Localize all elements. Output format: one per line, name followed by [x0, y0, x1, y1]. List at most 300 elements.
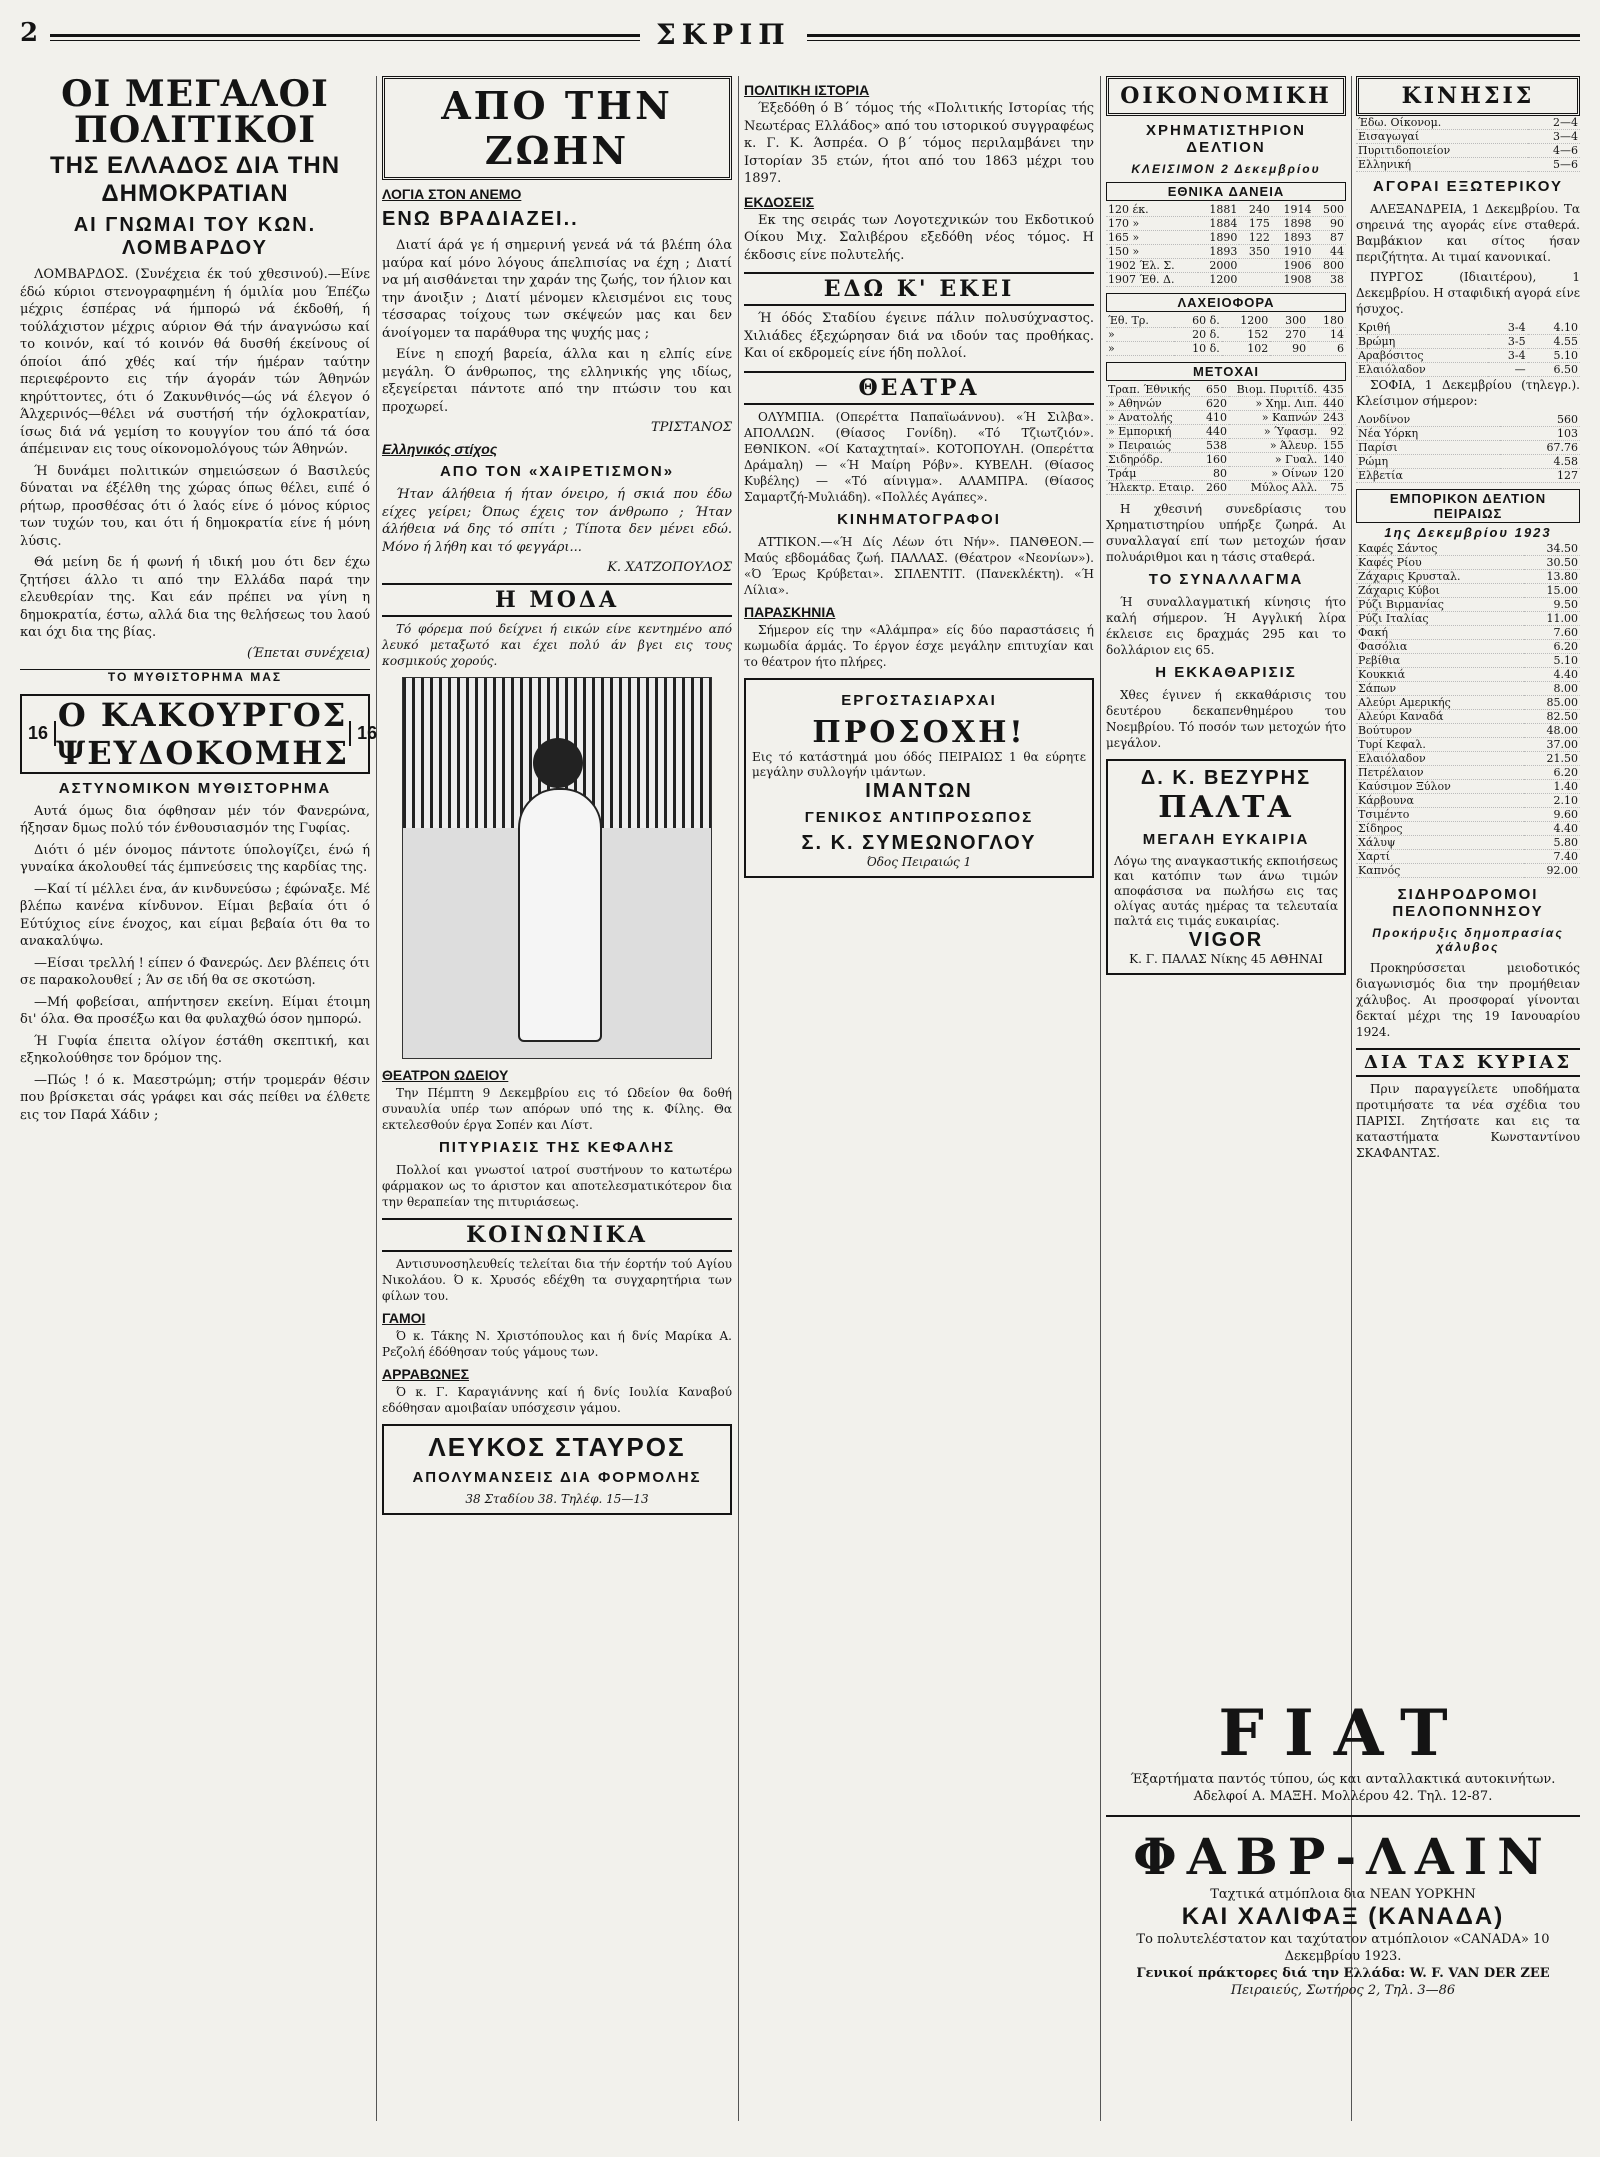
table-cell: 160	[1202, 453, 1229, 467]
ad-address: 38 Σταδίου 38. Τηλέφ. 15—13	[465, 1492, 649, 1506]
rail-ad-text: Προκηρύσσεται μειοδοτικός διαγωνισμός δια την προμήθειαν χάλυβος. Αι προσφοραί γίνονται δεκταί μέχρι της 19 Ιανουαρίου 1924.	[1356, 961, 1580, 1039]
kicker: ΠΟΛΙΤΙΚΗ ΙΣΤΟΡΙΑ	[744, 82, 870, 98]
serial-title: Ο ΚΑΚΟΥΡΓΟΣ ΨΕΥΔΟΚΟΜΗΣ	[56, 695, 350, 772]
lottery-row	[1106, 314, 1346, 328]
index-row	[1356, 116, 1580, 130]
share-row	[1106, 481, 1346, 495]
table-cell: Ζάχαρις Κύβοι	[1356, 584, 1524, 598]
theatre-text: Την Πέμπτη 9 Δεκεμβρίου εις τό Ωδείον θα δοθή συναυλία υπέρ των απόρων υπό της κ. Φίλης. Θα εκτελεσθούν έργα Σοπέν και Λίστ.	[382, 1086, 732, 1132]
fiat-text: Έξαρτήματα παντός τύπου, ώς και ανταλλακτικά αυτοκινήτων. Αδελφοί Α. ΜΑΞΗ. Μολλέρου 42. Τηλ. 12-87.	[1130, 1772, 1556, 1804]
serial-tag: ΤΟ ΜΥΘΙΣΤΟΡΗΜΑ ΜΑΣ	[20, 669, 370, 684]
column-news	[744, 76, 1094, 2121]
table-cell: Αλεύρι Αμερικής	[1356, 696, 1524, 710]
goods-row	[1356, 836, 1580, 850]
cinema-text: ΑΤΤΙΚΟΝ.—«Ή Δίς Λέων ότι Νήν». ΠΑΝΘΕΟΝ.—Μαύς εβδομάδας ζωή. ΠΑΛΛΑΣ. (Θέατρον «Νεονίων»). «Ό Έρως Κρύβεται». ΣΠΛΕΝΤΙΤ. (Πανεκλέκτη). «Ή Λίλια».	[744, 534, 1094, 597]
shipping-route: ΚΑΙ ΧΑΛΙΦΑΞ (ΚΑΝΑΔΑ)	[1181, 1903, 1505, 1930]
ad-name: ΛΕΥΚΟΣ ΣΤΑΥΡΟΣ	[428, 1432, 686, 1462]
illustration-head	[533, 738, 583, 788]
serial-title-box	[20, 694, 378, 774]
table-cell: Σιδηρόδρ.	[1106, 453, 1202, 467]
table-cell: 90	[1313, 217, 1346, 231]
ad-text: Εις τό κατάστημά μου όδός ΠΕΙΡΑΙΩΣ 1 θα εύρητε μεγάλην συλλογήν ιμάντων.	[752, 749, 1086, 779]
loan-row	[1106, 245, 1346, 259]
rate-row	[1356, 413, 1580, 427]
goods-row	[1356, 612, 1580, 626]
cinema-heading: ΚΙΝΗΜΑΤΟΓΡΑΦΟΙ	[837, 510, 1001, 528]
table-cell: 2—4	[1528, 116, 1580, 130]
loans-table	[1106, 203, 1346, 287]
table-cell: Ρύζι Βιρμανίας	[1356, 598, 1524, 612]
table-cell: 5.80	[1524, 836, 1580, 850]
theatre-kicker: ΘΕΑΤΡΟΝ ΩΔΕΙΟΥ	[382, 1067, 509, 1083]
goods-row	[1356, 850, 1580, 864]
table-cell: Ήλεκτρ. Εταιρ.	[1106, 481, 1202, 495]
table-cell: Βούτυρον	[1356, 724, 1524, 738]
rail-ad-title: ΣΙΔΗΡΟΔΡΟΜΟΙ ΠΕΛΟΠΟΝΝΗΣΟΥ	[1392, 886, 1544, 920]
table-cell: 155	[1319, 439, 1346, 453]
table-cell: 152	[1222, 328, 1270, 342]
table-cell: 122	[1239, 231, 1271, 245]
column-divider	[1100, 76, 1101, 2121]
table-cell: Εισαγωγαί	[1356, 130, 1528, 144]
table-cell: 7.60	[1524, 626, 1580, 640]
goods-row	[1356, 780, 1580, 794]
table-cell: 34.50	[1524, 542, 1580, 556]
serial-paragraph: Ή Γυφία έπειτα ολίγον έστάθη σκεπτική, και εξηκολούθησε τον δρόμον της.	[20, 1033, 370, 1066]
article-paragraph: Διατί άρά γε ή σημερινή γενεά νά τά βλέπη όλα μαύρα καί μόνο λόγους άπελπισίας να έχη ; Διατί να μή αισθάνεται την χαράν της ζωής, τον ήλιον και την άνοιξιν ; Διατί μένομεν κλεισμένοι εις τους τέσσαρας τοίχους των σκέψεών μας και δεν άνοίγομεν τα παράθυρα της ψυχής μας ;	[382, 238, 732, 341]
table-cell: 1908	[1272, 273, 1314, 287]
table-cell: 4.10	[1528, 321, 1580, 335]
table-cell: Τυρί Κεφαλ.	[1356, 738, 1524, 752]
table-cell: 102	[1222, 342, 1270, 356]
serial-subtitle: ΑΣΤΥΝΟΜΙΚΟΝ ΜΥΘΙΣΤΟΡΗΜΑ	[58, 779, 332, 797]
column-divider	[738, 76, 739, 2121]
rates-table	[1356, 413, 1580, 483]
table-cell: 2.10	[1524, 794, 1580, 808]
table-cell: 4.55	[1528, 335, 1580, 349]
subheadline: ΕΝΩ ΒΡΑΔΙΑΖΕΙ..	[382, 208, 579, 230]
index-row	[1356, 158, 1580, 172]
table-cell: » Εμπορική	[1106, 425, 1202, 439]
table-cell: Φακή	[1356, 626, 1524, 640]
ad-kicker: ΕΡΓΟΣΤΑΣΙΑΡΧΑΙ	[841, 691, 997, 709]
table-cell: 11.00	[1524, 612, 1580, 626]
publications-text: Εκ της σειράς των Λογοτεχνικών του Εκδοτικού Οίκου Μιχ. Σαλιβέρου εξεδόθη νέος τόμος. Η έκδοσις είνε πολυτελής.	[744, 212, 1094, 263]
table-cell: 1.40	[1524, 780, 1580, 794]
table-cell: 85.00	[1524, 696, 1580, 710]
social-text: Αντισυνοσηλευθείς τελείται δια τήν έορτήν τού Αγίου Νικολάου. Ό κ. Χρυσός εδέχθη τα συγχαρητήρια των φίλων του.	[382, 1257, 732, 1303]
table-cell: 440	[1319, 397, 1346, 411]
ad-brand: VIGOR	[1188, 929, 1264, 951]
table-cell: 48.00	[1524, 724, 1580, 738]
ad-product: ΙΜΑΝΤΩΝ	[865, 779, 973, 802]
lottery-row	[1106, 328, 1346, 342]
publications-heading: ΕΚΔΟΣΕΙΣ	[744, 193, 815, 210]
table-cell: 44	[1313, 245, 1346, 259]
share-row	[1106, 467, 1346, 481]
table-cell: Ρύζι Ιταλίας	[1356, 612, 1524, 626]
goods-row	[1356, 710, 1580, 724]
ad-title: ΠΡΟΣΟΧΗ!	[812, 714, 1026, 750]
goods-row	[1356, 640, 1580, 654]
table-cell: Αλεύρι Καναδά	[1356, 710, 1524, 724]
table-cell: 4.58	[1500, 455, 1580, 469]
table-cell: 620	[1202, 397, 1229, 411]
table-cell: 4.40	[1524, 668, 1580, 682]
table-cell: Αραβόσιτος	[1356, 349, 1488, 363]
article-paragraph: Είνε η εποχή βαρεία, άλλα και η ελπίς είνε μεγάλη. Ό άνθρωπος, της ελληνικής γης ιδίως, εξεγείρεται πάντοτε από την πτώσιν του και προχωρεί.	[382, 347, 732, 415]
ad-title: ΠΙΤΥΡΙΑΣΙΣ ΤΗΣ ΚΕΦΑΛΗΣ	[438, 1139, 676, 1156]
goods-row	[1356, 766, 1580, 780]
bulletin-title: ΧΡΗΜΑΤΙΣΤΗΡΙΟΝ ΔΕΛΤΙΟΝ	[1146, 122, 1306, 156]
table-cell: 20 δ.	[1174, 328, 1222, 342]
goods-row	[1356, 794, 1580, 808]
table-cell	[1239, 273, 1271, 287]
table-cell: —	[1488, 363, 1528, 377]
table-cell: 14	[1308, 328, 1346, 342]
price-row	[1356, 335, 1580, 349]
table-cell: 92	[1319, 425, 1346, 439]
ad-text: Λόγω της αναγκαστικής εκποιήσεως και κατόπιν των άνω τιμών αποφάσισα να πωλήσω εις τας ολίγας αυτάς ημέρας τα τελευταία παλτά εις τιμάς ευκαιρίας.	[1114, 854, 1338, 928]
table-cell: 67.76	[1500, 441, 1580, 455]
table-cell: 1902 Έλ. Σ.	[1106, 259, 1198, 273]
loan-row	[1106, 259, 1346, 273]
share-row	[1106, 439, 1346, 453]
table-cell: 500	[1313, 203, 1346, 217]
loan-row	[1106, 231, 1346, 245]
economy-title	[1106, 76, 1346, 116]
table-cell: 435	[1319, 383, 1346, 397]
ad-text: Πολλοί και γνωστοί ιατροί συστήνουν το κατωτέρω φάρμακον ως το άριστον και αποτελεσματικότερον δια την θεραπείαν της πιτυριάσεως.	[382, 1163, 732, 1209]
table-cell: Μύλος Αλλ.	[1229, 481, 1319, 495]
table-cell: 9.60	[1524, 808, 1580, 822]
goods-row	[1356, 556, 1580, 570]
exchange-text: Ή συναλλαγματική κίνησις ήτο καλή σήμερον. Ή Αγγλική λίρα έκλεισε εις δραχμάς 295 και το δολλάριον εις 65.	[1106, 595, 1346, 657]
backstage-text: Σήμερον είς την «Αλάμπρα» είς δύο παραστάσεις ή κωμωδία άρμάς. Το έργον έσχε μεγάλην επιτυχίαν και το θέατρον ήτο πλήρες.	[744, 622, 1094, 669]
masthead	[20, 14, 1580, 74]
table-cell: Λονδίνον	[1356, 413, 1500, 427]
table-cell: 140	[1319, 453, 1346, 467]
social-heading: ΚΟΙΝΩΝΙΚΑ	[382, 1218, 732, 1252]
table-cell: 8.00	[1524, 682, 1580, 696]
prices-table	[1356, 321, 1580, 377]
here-and-there-heading: ΕΔΩ Κ' ΕΚΕΙ	[744, 272, 1094, 306]
table-cell: 300	[1270, 314, 1308, 328]
article-paragraph: ΛΟΜΒΑΡΔΟΣ. (Συνέχεια έκ τού χθεσινού).—Είνε έδώ κύριοι στενογραφημένη ή όμιλία μου Έπέζω μέχρις έσπέρας νά ήμπορώ νά έκδοθή, ή τούλάχιστον μέχρις αύριον Θά τήν άναγνώσω καί το κοινόν, καί τό κοινόν θά δυσθή έκείνους οί όποίοι άπό χθές καί τήν ήμέραν ταύτην περιεφέροντο εις τήν άγοράν τών Άθηνών κηρύττοντες, ότι ό Ζακυνθινός—ώς νά έλεγον ό Άλχερινός—θέλει νά συστήσή τήν όχλοκρατίαν, ίσως διά νά γεμίση το κουγγίον του άπό τά όσα άπέμειναν εις τους οίκονομολόγους τών Άθηνών.	[20, 267, 370, 457]
table-cell: Τραπ. Έθνικής	[1106, 383, 1202, 397]
serial-paragraph: Αυτά όμως δια όφθησαν μέν τόν Φανερώνα, ήξησαν δμως πολύ τόν ένθουσιασμόν της Γυφίας.	[20, 803, 370, 836]
weddings-heading: ΓΑΜΟΙ	[382, 1310, 426, 1326]
goods-row	[1356, 682, 1580, 696]
table-cell: » Άλευρ.	[1229, 439, 1319, 453]
table-cell: 6.50	[1528, 363, 1580, 377]
table-cell: » Αθηνών	[1106, 397, 1202, 411]
serial-number: 16	[22, 721, 56, 746]
table-cell: Καπνός	[1356, 864, 1524, 878]
shipping-agent: Γενικοί πράκτορες διά την Ελλάδα: W. F. VAN DER ZEE	[1136, 1966, 1550, 1981]
share-row	[1106, 397, 1346, 411]
table-cell: Ρεβίθια	[1356, 654, 1524, 668]
table-cell: 120	[1319, 467, 1346, 481]
table-cell: » Γυαλ.	[1229, 453, 1319, 467]
exchange-heading: ΤΟ ΣΥΝΑΛΛΑΓΜΑ	[1148, 571, 1304, 588]
goods-row	[1356, 696, 1580, 710]
table-cell: 1881	[1198, 203, 1240, 217]
fashion-title: Η ΜΟΔΑ	[382, 583, 732, 617]
table-cell: Κάρβουνα	[1356, 794, 1524, 808]
index-table	[1356, 116, 1580, 172]
table-cell: 170 »	[1106, 217, 1198, 231]
engagements-heading: ΑΡΡΑΒΩΝΕΣ	[382, 1366, 470, 1382]
index-row	[1356, 144, 1580, 158]
goods-row	[1356, 654, 1580, 668]
table-cell: Κριθή	[1356, 321, 1488, 335]
closing-date: ΚΛΕΙΣΙΜΟΝ 2 Δεκεμβρίου	[1131, 162, 1321, 176]
ad-name: Σ. Κ. ΣΥΜΕΩΝΟΓΛΟΥ	[801, 831, 1037, 854]
table-cell: Παρίσι	[1356, 441, 1500, 455]
table-cell: Ελαιόλαδον	[1356, 363, 1488, 377]
rate-row	[1356, 427, 1580, 441]
table-cell: Καφές Σάντος	[1356, 542, 1524, 556]
lottery-row	[1106, 342, 1346, 356]
headline-subtitle: ΑΙ ΓΝΩΜΑΙ ΤΟΥ ΚΩΝ. ΛΟΜΒΑΡΔΟΥ	[73, 214, 317, 259]
masthead-rule	[50, 34, 1580, 41]
shipping-agent-address: Πειραιεύς, Σωτήρος 2, Τηλ. 3—86	[1230, 1983, 1456, 1998]
goods-row	[1356, 724, 1580, 738]
table-cell: 3-4	[1488, 349, 1528, 363]
table-cell: 30.50	[1524, 556, 1580, 570]
table-cell: 9.50	[1524, 598, 1580, 612]
table-cell: 75	[1319, 481, 1346, 495]
theatres-text: ΟΛΥΜΠΙΑ. (Οπερέττα Παπαϊωάννου). «Ή Σιλβα». ΑΠΟΛΛΩΝ. (Θίασος Γονίδη). «Τό Τζιωτζιόν». ΕΘΝΙΚΟΝ. «Οί Καταχτηταί». ΚΟΤΟΠΟΥΛΗ. (Οπερέττα Δράμαλη) — «Ή Μαίρη Ρόβν». ΚΥΒΕΛΗ. (Θίασος Κυβέλης) — «Τό αίνιγμα». ΑΛΑΜΠΡΑ. (Θίασος Σαμαρτζή-Μυλιάδη). «Πολλές Αγάπες».	[744, 409, 1094, 504]
economy-title-right: ΚΙΝΗΣΙΣ	[1356, 76, 1580, 116]
coat-advertisement	[1106, 759, 1346, 975]
table-cell: 37.00	[1524, 738, 1580, 752]
advertisement	[744, 678, 1094, 878]
fiat-logo: FIAT	[1218, 1696, 1468, 1771]
table-cell: 1898	[1272, 217, 1314, 231]
table-cell: 1890	[1198, 231, 1240, 245]
newspaper-page	[20, 14, 1580, 2124]
engagements-text: Ό κ. Γ. Καραγιάννης καί ή δνίς Ιουλία Καναβού εδόθησαν αμοιβαίαν υπόσχεσιν γάμου.	[382, 1385, 732, 1415]
clearing-text: Χθες έγινεν ή εκκαθάρισις του δευτέρου δεκαπενθημέρου του Νοεμβρίου. Τό ποσόν των μετοχών ήτο μεγάλον.	[1106, 688, 1346, 750]
table-cell: 2000	[1198, 259, 1240, 273]
table-cell: Ελβετία	[1356, 469, 1500, 483]
table-cell: 5.10	[1524, 654, 1580, 668]
table-cell: 240	[1239, 203, 1271, 217]
article-paragraph: Ή δυνάμει πολιτικών σημειώσεων ό Βασιλεύς δύναται να έξέλθη της χώρας όπως θέλει, ειπέ ό ρήτωρ, προσθέσας ότι ό λαός είνε ό μόνος κύριος των τυχών του, και ότι ή δημοκρατία είνε ή μόνη λύσις.	[20, 463, 370, 549]
table-cell: » Καπνών	[1229, 411, 1319, 425]
table-cell: 80	[1202, 467, 1229, 481]
poem-title: ΑΠΟ ΤΟΝ «ΧΑΙΡΕΤΙΣΜΟΝ»	[439, 463, 675, 480]
table-cell: 1884	[1198, 217, 1240, 231]
table-cell: 60 δ.	[1174, 314, 1222, 328]
ladies-text: Πριν παραγγείλετε υποδήματα προτιμήσατε τα νέα σχέδια του ΠΑΡΙΣΙ. Ζητήσατε και εις τα καταστήματα Κωνσταντίνου ΣΚΑΦΑΝΤΑΣ.	[1356, 1082, 1580, 1160]
goods-row	[1356, 808, 1580, 822]
price-row	[1356, 363, 1580, 377]
shipping-text: Το πολυτελέστατον και ταχύτατον ατμόπλοιον «CANADA» 10 Δεκεμβρίου 1923.	[1136, 1932, 1550, 1964]
table-cell: Ζάχαρις Κρυσταλ.	[1356, 570, 1524, 584]
table-cell: Ελαιόλαδον	[1356, 752, 1524, 766]
table-cell: 92.00	[1524, 864, 1580, 878]
shares-table	[1106, 383, 1346, 495]
table-cell: Πετρέλαιον	[1356, 766, 1524, 780]
table-cell: Έδω. Οίκονομ.	[1356, 116, 1528, 130]
table-cell: Χαρτί	[1356, 850, 1524, 864]
share-row	[1106, 411, 1346, 425]
goods-row	[1356, 570, 1580, 584]
table-cell: 1893	[1272, 231, 1314, 245]
table-cell: Τράμ	[1106, 467, 1202, 481]
ladies-title: ΔΙΑ ΤΑΣ ΚΥΡΙΑΣ	[1356, 1048, 1580, 1077]
table-cell: 1910	[1272, 245, 1314, 259]
table-cell: Έθ. Τρ.	[1106, 314, 1174, 328]
goods-row	[1356, 584, 1580, 598]
rate-row	[1356, 441, 1580, 455]
poem-text: Ήταν άλήθεια ή ήταν όνειρο, ή σκιά που έδω είχες γείρει; Όπως έχεις τον άνθρωπο ; Ήταν άλήθεια νά δης τό σπίτι ; Τίποτα δεν μένει εδώ. Μόνο ή λήθη και τό φεγγάρι...	[382, 487, 732, 555]
here-and-there-text: Ή όδός Σταδίου έγεινε πάλιν πολυσύχναστος. Χιλιάδες έξεχώρησαν διά να ιδούν τας προθήκας. Και οί εκδρομείς είνε ήδη πολλοί.	[744, 311, 1094, 361]
table-cell: Νέα Υόρκη	[1356, 427, 1500, 441]
table-cell: 4.40	[1524, 822, 1580, 836]
author: ΤΡΙΣΤΑΝΟΣ	[650, 420, 732, 435]
kicker: ΛΟΓΙΑ ΣΤΟΝ ΑΝΕΜΟ	[382, 186, 522, 202]
column-politics	[20, 73, 378, 2121]
footer-advertisement	[382, 1424, 732, 1515]
share-row	[1106, 383, 1346, 397]
serial-paragraph: —Καί τί μέλλει ένα, άν κινδυνεύσω ; έφώναξε. Μέ βλέπω κανένα κίνδυνον. Είμαι βεβαία ότι ό Εύτύχιος είνε ένοχος, και είμαι βεβαία ότι θα το ανακαλύψω.	[20, 881, 370, 949]
serial-paragraph: —Μή φοβείσαι, απήντησεν εκείνη. Είμαι έτοιμη δι' όλα. Θα προσέξω και θα φυλαχθώ όσον ημπορώ.	[20, 994, 370, 1027]
table-cell: 6.20	[1524, 640, 1580, 654]
table-cell: 6	[1308, 342, 1346, 356]
rate-row	[1356, 469, 1580, 483]
column-divider	[376, 76, 377, 2121]
price-row	[1356, 349, 1580, 363]
headline: ΟΙ ΜΕΓΑΛΟΙ ΠΟΛΙΤΙΚΟΙ	[61, 73, 329, 151]
article-paragraph: Έξεδόθη ό Β΄ τόμος τής «Πολιτικής Ιστορίας τής Νεωτέρας Ελλάδος» από του ιστορικού συγγραφέως κ. Γ. Κ. Άσπρέα. Ο β΄ τόμος περιλαμβάνει την Ιστορίαν 35 ετών, ήτοι από του 1863 μέχρι του 1897.	[744, 101, 1094, 186]
lottery-heading: ΛΑΧΕΙΟΦΟΡΑ	[1106, 293, 1346, 312]
table-cell: 3-5	[1488, 335, 1528, 349]
table-cell: 87	[1313, 231, 1346, 245]
table-cell: 350	[1239, 245, 1271, 259]
economy-title-left: ΟΙΚΟΝΟΜΙΚΗ	[1106, 76, 1346, 116]
piraeus-date: 1ης Δεκεμβρίου 1923	[1384, 525, 1552, 540]
table-cell: Χάλυψ	[1356, 836, 1524, 850]
table-cell: Ρώμη	[1356, 455, 1500, 469]
table-cell: »	[1106, 328, 1174, 342]
table-cell: 1907 Έθ. Δ.	[1106, 273, 1198, 287]
share-row	[1106, 453, 1346, 467]
table-cell: Βιομ. Πυριτίδ.	[1229, 383, 1319, 397]
foreign-markets-heading: ΑΓΟΡΑΙ ΕΞΩΤΕΡΙΚΟΥ	[1373, 178, 1563, 195]
table-cell: 1914	[1272, 203, 1314, 217]
serial-paragraph: —Πώς ! ό κ. Μαεστρώμη; στήν τρομεράν θέσιν που βρίσκεται σάς γράφει και σάς πείθει να έλθετε εις τον Παρά Χάδιν ;	[20, 1072, 370, 1123]
table-cell: 3—4	[1528, 130, 1580, 144]
table-cell: 260	[1202, 481, 1229, 495]
table-cell: 82.50	[1524, 710, 1580, 724]
page-number: 2	[20, 18, 39, 48]
goods-row	[1356, 864, 1580, 878]
table-cell: 13.80	[1524, 570, 1580, 584]
table-cell: 1906	[1272, 259, 1314, 273]
newspaper-name: ΣΚΡΙΠ	[640, 18, 807, 51]
illustration-dress	[518, 788, 602, 1042]
poem-author: Κ. ΧΑΤΖΟΠΟΥΛΟΣ	[607, 560, 732, 575]
table-cell: 175	[1239, 217, 1271, 231]
table-cell: 165 »	[1106, 231, 1198, 245]
ad-company: ΓΕΝΙΚΟΣ ΑΝΤΙΠΡΟΣΩΠΟΣ	[804, 808, 1034, 826]
pyrgos-text: ΠΥΡΓΟΣ (Ιδιαιτέρου), 1 Δεκεμβρίου. Η σταφιδική αγορά είνε ήσυχος.	[1356, 270, 1580, 316]
table-cell: 150 »	[1106, 245, 1198, 259]
table-cell: 90	[1270, 342, 1308, 356]
ad-subtitle: ΜΕΓΑΛΗ ΕΥΚΑΙΡΙΑ	[1142, 831, 1310, 848]
table-cell: 5—6	[1528, 158, 1580, 172]
table-cell: 650	[1202, 383, 1229, 397]
table-cell: 103	[1500, 427, 1580, 441]
table-cell: 120 έκ.	[1106, 203, 1198, 217]
sofia-text: ΣΟΦΙΑ, 1 Δεκεμβρίου (τηλεγρ.). Κλείσιμον σήμερον:	[1356, 378, 1580, 408]
table-cell: 3-4	[1488, 321, 1528, 335]
shares-heading: ΜΕΤΟΧΑΙ	[1106, 362, 1346, 381]
table-cell: 560	[1500, 413, 1580, 427]
goods-row	[1356, 668, 1580, 682]
theatres-heading: ΘΕΑΤΡΑ	[744, 371, 1094, 405]
table-cell: Βρώμη	[1356, 335, 1488, 349]
rate-row	[1356, 455, 1580, 469]
goods-row	[1356, 626, 1580, 640]
rail-ad-subtitle: Προκήρυξις δημοπρασίας χάλυβος	[1372, 926, 1564, 954]
clearing-heading: Η ΕΚΚΑΘΑΡΙΣΙΣ	[1155, 664, 1297, 681]
table-cell: 38	[1313, 273, 1346, 287]
ad-name: Δ. Κ. ΒΕΖΥΡΗΣ	[1140, 767, 1312, 789]
goods-table	[1356, 542, 1580, 878]
foreign-markets-text: ΑΛΕΞΑΝΔΡΕΙΑ, 1 Δεκεμβρίου. Τα σηρεινά της αγοράς είνε σταθερά. Βαμβάκιον και σίτος ήσαν περιζήτητα. Αι τιμαί κανονικαί.	[1356, 202, 1580, 264]
market-note: Η χθεσινή συνεδρίασις του Χρηματιστηρίου υπήρξε ζωηρά. Αι συναλλαγαί επί των μετοχών ήσαν πολυάριθμοι και η τάσις σταθερά.	[1106, 502, 1346, 564]
price-row	[1356, 321, 1580, 335]
table-cell: Κουκκιά	[1356, 668, 1524, 682]
table-cell: 1893	[1198, 245, 1240, 259]
table-cell: 21.50	[1524, 752, 1580, 766]
table-cell: » Πειραιώς	[1106, 439, 1202, 453]
table-cell: 243	[1319, 411, 1346, 425]
bottom-advertisements	[1106, 1684, 1580, 1999]
ad-address: Κ. Γ. ΠΑΛΑΣ Νίκης 45 ΑΘΗΝΑΙ	[1129, 952, 1323, 966]
table-cell: Σίδηρος	[1356, 822, 1524, 836]
table-cell: Σάπων	[1356, 682, 1524, 696]
serial-number: 16	[349, 721, 383, 746]
shipping-subtitle: Ταχτικά ατμόπλοια δια ΝΕΑΝ ΥΟΡΚΗΝ	[1210, 1887, 1476, 1902]
section-title: ΑΠΟ ΤΗΝ ΖΩΗΝ	[382, 76, 732, 180]
table-cell: 6.20	[1524, 766, 1580, 780]
table-cell	[1239, 259, 1271, 273]
ad-subtitle: ΑΠΟΛΥΜΑΝΣΕΙΣ ΔΙΑ ΦΟΡΜΟΛΗΣ	[412, 1469, 702, 1486]
table-cell: Τσιμέντο	[1356, 808, 1524, 822]
index-row	[1356, 130, 1580, 144]
loan-row	[1106, 273, 1346, 287]
goods-row	[1356, 738, 1580, 752]
headline-second-line: ΤΗΣ ΕΛΛΑΔΟΣ ΔΙΑ ΤΗΝ ΔΗΜΟΚΡΑΤΙΑΝ	[49, 152, 341, 207]
table-cell: 1200	[1222, 314, 1270, 328]
table-cell: 440	[1202, 425, 1229, 439]
ad-title: ΠΑΛΤΑ	[1158, 790, 1294, 825]
table-cell: Φασόλια	[1356, 640, 1524, 654]
shipping-line-name: ΦΑΒΡ-ΛΑΙΝ	[1133, 1827, 1553, 1886]
table-cell: 5.10	[1528, 349, 1580, 363]
fashion-caption: Τό φόρεμα πού δείχνει ή εικών είνε κεντημένο από λευκό μεταξωτό και έχει πολύ άν βγει εις τους κοσμικούς χορούς.	[382, 622, 732, 668]
table-cell: » Ύφασμ.	[1229, 425, 1319, 439]
goods-row	[1356, 752, 1580, 766]
article-paragraph: Θά μείνη δε ή φωνή ή ιδική μου ότι δεν έχω ζητήσει άλλο τι από την Ελλάδα παρά την ελευθερίαν της. Και εάν πρέπει να γίνη η δημοκρατία, έστω, αλλά δια της θελήσεως του λαού και όχι δια της βίας.	[20, 555, 370, 640]
serial-paragraph: Διότι ό μέν όνομος πάντοτε ύπολογίζει, ένώ ή γυναίκα άκολουθεί τάς έμπνεύσεις της καρδίας της.	[20, 842, 370, 875]
